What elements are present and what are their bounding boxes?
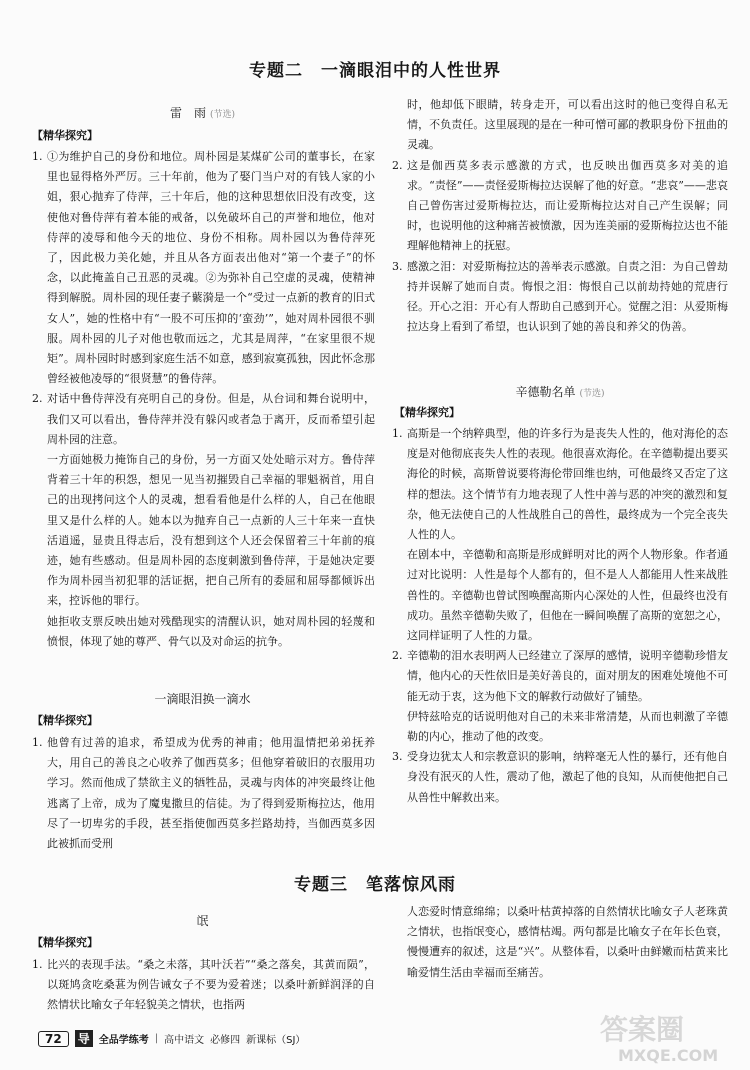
mang-section-label: 【精华探究】 [32,936,98,949]
item-number: 1. [392,427,403,440]
leiyu-paragraph-3: 她拒收支票反映出她对残酷现实的清醒认识，她对周朴园的轻蔑和愤恨，体现了她的尊严、骨气以及对命运的抗争。 [47,614,375,648]
item-text: 感激之泪：对爱斯梅拉达的善举表示感激。自责之泪：为自己曾劫持并误解了她而自责。悔恨之泪：悔恨自己以前劫持她的荒唐行径。开心之泪：开心有人帮助自己感到开心。觉醒之泪：从爱斯梅拉达身上看到了希望，也认识到了她的善良和养父的伪善。 [407,259,728,334]
watermark-url: MXQE.COM [618,1046,719,1065]
mang-body-right [392,902,728,983]
leiyu-item-1 [32,147,375,389]
schindler-item-1 [392,424,728,545]
schindler-paragraph-3: 伊特兹哈克的话说明他对自己的未来非常清楚，从而也刺激了辛德勒的内心，推动了他的改变。 [407,709,728,744]
schindler-heading-row [392,383,728,400]
item-number: 2. [392,158,403,172]
item-number: 3. [392,259,403,273]
page-footer [38,1030,305,1047]
watermark-logo: 答案圈 [600,1013,685,1046]
brand-name: 全品学练考 [98,1035,149,1046]
item-number: 1. [32,736,43,749]
item-number: 3. [392,750,403,764]
tears-item-3 [392,257,728,338]
leiyu-heading-row [30,104,375,121]
item-number: 1. [32,150,43,163]
page-number: 72 [38,1031,69,1047]
schindler-item-3 [392,747,728,808]
leiyu-note: (节选) [209,110,236,120]
mang-heading: 氓 [196,914,209,928]
footer-edition: 新课标（SJ） [246,1035,306,1046]
schindler-item-2 [392,646,728,707]
leiyu-item-2 [32,389,375,450]
item-text: 对话中鲁侍萍没有亮明自己的身份。但是，从台词和舞台说明中，我们又可以看出，鲁侍萍并没有躲闪或者急于离开，反而希望引起周朴园的注意。 [47,392,375,446]
schindler-section-label: 【精华探究】 [394,406,460,419]
tears-item-1 [32,733,375,854]
item-text: 比兴的表现手法。“桑之未落，其叶沃若”“桑之落矣，其黄而陨”，以斑鸠贪吃桑葚为例告诫女子不要为爱着迷；以桑叶新鲜润泽的自然情状比喻女子年轻貌美之情状，也指两 [47,958,375,1012]
leiyu-body [32,147,375,652]
schindler-heading: 辛德勒名单 [515,385,576,399]
item-number: 2. [392,649,403,663]
item-text: 高斯是一个纳粹典型，他的许多行为是丧失人性的，他对海伦的态度是对他彻底丧失人性的表现。他很喜欢海伦。在辛德勒提出要买海伦的时候，高斯曾说要将海伦带回维也纳，可他最终又否定了这样的想法。这个情节有力地表现了人性中善与恶的冲突的激烈和复杂，他无法使自己的人性战胜自己的兽性，最终成为一个完全丧失人性的人。 [407,427,728,542]
topic2-title: 专题二 一滴眼泪中的人性世界 [249,61,501,81]
topic3-title: 专题三 笔落惊风雨 [294,875,456,895]
tears-body-left [32,733,375,854]
tears-heading: 一滴眼泪换一滴水 [154,692,251,706]
tears-item-2 [392,156,728,257]
leiyu-section-label: 【精华探究】 [32,129,98,142]
tears-body-right [392,95,728,337]
schindler-body [392,424,728,808]
item-text: 他曾有过善的追求，希望成为优秀的神甫；他用温情把弟弟抚养大，用自己的善良之心收养了伽西莫多；但他穿着破旧的衣服用功学习。然而他成了禁欲主义的牺牲品，灵魂与肉体的冲突最终让他逃离了上帝，成为了魔鬼撒旦的信徒。为了得到爱斯梅拉达，他用尽了一切卑劣的手段，甚至指使伽西莫多拦路劫持，当伽西莫多因此被抓而受刑 [47,736,375,851]
mang-continuation: 人恋爱时情意绵绵；以桑叶枯黄掉落的自然情状比喻女子人老珠黄之情状，也指氓变心，感情枯竭。两句都是比喻女子在年长色衰，慢慢遭弃的叙述，这是“兴”。从整体看，以桑叶由鲜嫩而枯黄来比喻爱情生活由幸福而至痛苦。 [407,905,728,979]
guide-icon: 导 [75,1030,93,1047]
item-number: 2. [32,392,43,406]
mang-item-1 [32,955,375,1016]
footer-subject: 高中语文 [164,1035,205,1046]
tears-section-label: 【精华探究】 [32,714,98,727]
leiyu-heading: 雷 雨 [169,106,206,120]
schindler-note: (节选) [579,389,605,399]
item-number: 1. [32,958,43,971]
item-text: 受身边犹太人和宗教意识的影响，纳粹毫无人性的暴行，还有他自身没有泯灭的人性，震动了他，激起了他的良知，从而使他把自己从兽性中解救出来。 [407,750,728,804]
schindler-paragraph-2: 在剧本中，辛德勒和高斯是形成鲜明对比的两个人物形象。作者通过对比说明：人性是每个人都有的，但不是人人都能用人性来战胜兽性的。辛德勒也曾试图唤醒高斯内心深处的人性，但最终也没有成功。虽然辛德勒失败了，但他在一瞬间唤醒了高斯的宽恕之心，这同样证明了人性的力量。 [407,548,728,643]
mang-body-left [32,955,375,1016]
item-text: ①为维护自己的身份和地位。周朴园是某煤矿公司的董事长，在家里也显得格外严厉。三十年前，他为了娶门当户对的有钱人家的小姐，狠心抛弃了侍萍，三十年后，他的这种思想依旧没有改变，这使他对鲁侍萍有着本能的戒备，以免破坏自己的声誉和地位，他对侍萍的凌辱和他今天的地位、身份不相称。周朴园以为鲁侍萍死了，因此极力美化她，并且从各方面表出他对“第一个妻子”的怀念，以此掩盖自己丑恶的灵魂。②为弥补自己空虚的灵魂，使精神得到解脱。周朴园的现任妻子蘩漪是一个“受过一点新的教育的旧式女人”，她的性格中有“一股不可压抑的‘蛮劲’”，她对周朴园很不驯服。周朴园的儿子对他也敬而远之，尤其是周萍，“在家里很不规矩”。周朴园时时感到家庭生活不如意，感到寂寞孤独，因此怀念那曾经被他凌辱的“很贤慧”的鲁侍萍。 [47,150,375,386]
tears-continuation: 时，他却低下眼睛，转身走开，可以看出这时的他已变得自私无情，不负责任。这里展现的是在一种可憎可鄙的教职身份下扭曲的灵魂。 [407,98,728,152]
footer-book: 必修四 [210,1035,241,1046]
leiyu-paragraph-2: 一方面她极力掩饰自己的身份，另一方面又处处暗示对方。鲁侍萍背着三十年的积怨，想见一见当初摧毁自己幸福的罪魁祸首，用自己的出现拷问这个人的灵魂，想看看他是什么样的人，自己在他眼里又是什么样的人。她本以为抛弃自己一点新的人三十年来一直快活逍遥，显贵且得志后，没有想到这个人还会保留着三十年前的痕迹，她有些感动。但是周朴园的态度刺激到鲁侍萍，于是她决定要作为周朴园当初犯罪的活证据，把自己所有的委屈和屈辱都倾诉出来，控诉他的罪行。 [47,453,375,608]
footer-divider: | [154,1033,159,1044]
item-text: 这是伽西莫多表示感激的方式，也反映出伽西莫多对美的追求。“责怪”——责怪爱斯梅拉达误解了他的好意。“悲哀”——悲哀自己曾伤害过爱斯梅拉达，而让爱斯梅拉达对自己产生误解；同时，也说明他的这种痛苦被愤激，因为连美丽的爱斯梅拉达也不能理解他精神上的抚慰。 [407,158,728,253]
item-text: 辛德勒的泪水表明两人已经建立了深厚的感情，说明辛德勒珍惜友情，他内心的天性依旧是美好善良的，面对朋友的困难处境他不可能无动于衷，这为他下文的解救行动做好了铺垫。 [407,649,728,703]
